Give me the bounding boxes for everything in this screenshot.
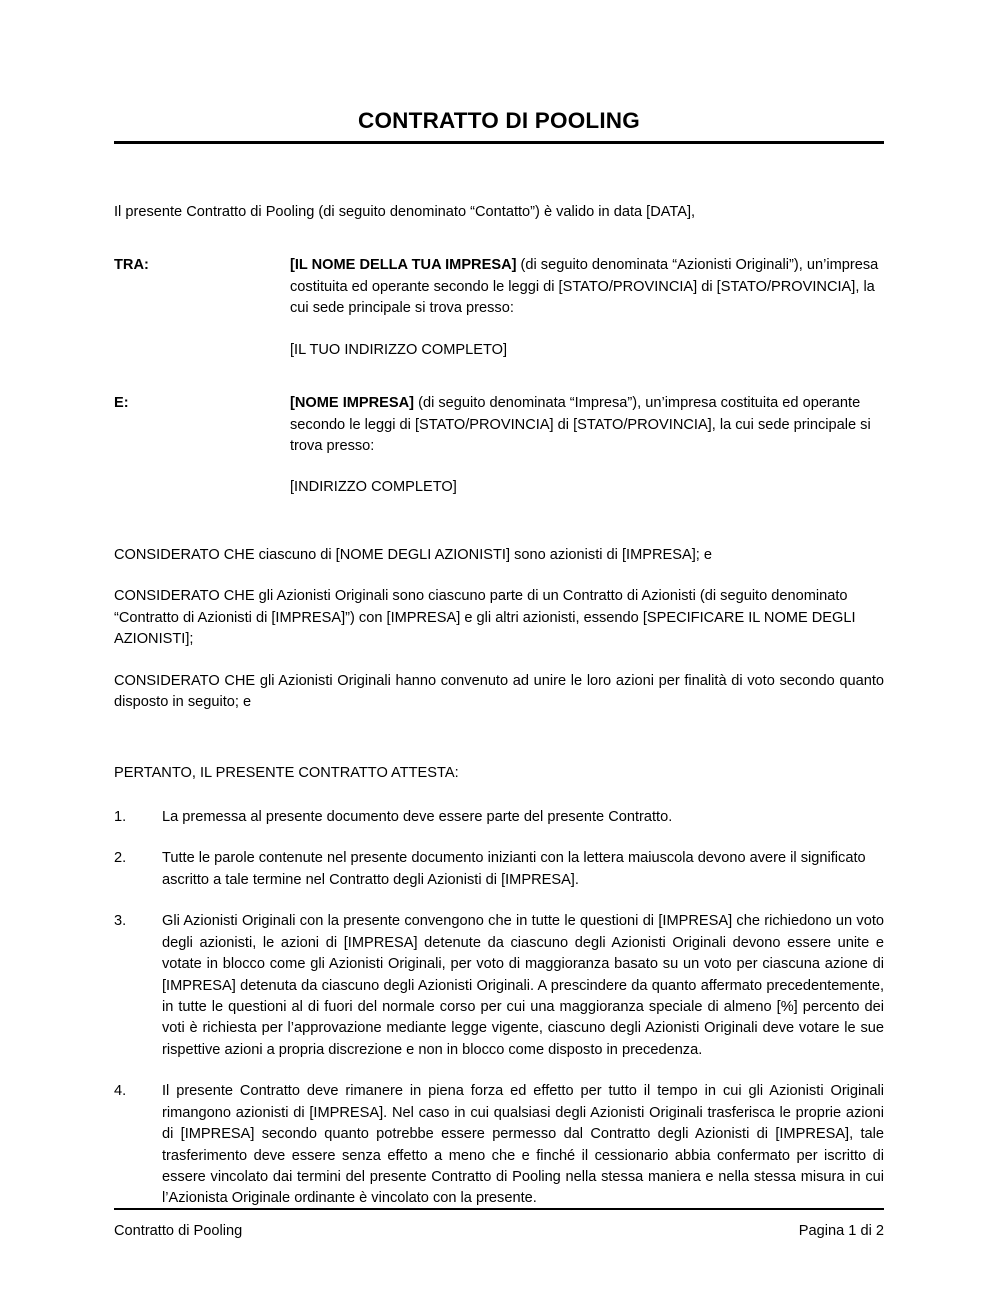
clause-text: Il presente Contratto deve rimanere in piena forza ed effetto per tutto il tempo in cui gli Azionisti Originali rimangono azionisti di [IMPRESA]. Nel caso in cui qualsiasi degli Azionisti Originali trasferisca le proprie azioni di [IMPRESA] secondo quanto potrebbe essere permesso dal Contratto degli Azionisti di [IMPRESA], tale trasferimento deve essere senza effetto a meno che e finché il cessionario abbia confermato per iscritto di essere vincolato dai termini del presente Contratto di Pooling nella stessa maniera e nella stessa misura in cui l’Azionista Originale ordinante è vincolato con la presente. (162, 1083, 884, 1207)
attests-heading: PERTANTO, IL PRESENTE CONTRATTO ATTESTA: (114, 765, 459, 782)
spacer (114, 566, 884, 586)
party-body-e (290, 393, 884, 499)
party-description-e (290, 393, 884, 457)
party-label-tra: TRA: (114, 257, 149, 274)
spacer (114, 651, 884, 671)
party-body-tra (290, 255, 884, 361)
clause-item (114, 1081, 884, 1210)
party-address-e: [INDIRIZZO COMPLETO] (290, 479, 457, 496)
party-block-e (114, 393, 884, 499)
clause-item (114, 848, 884, 891)
spacer (114, 745, 884, 763)
party-detail-tra: (di seguito denominata “Azionisti Originali”), un’impresa costituita ed operante secondo le leggi di [STATO/PROVINCIA] di [STATO/PROVINCIA], la cui sede principale si trova presso: (290, 257, 879, 317)
spacer (114, 828, 884, 848)
clause-item (114, 911, 884, 1061)
footer-document-name: Contratto di Pooling (114, 1223, 243, 1239)
party-label-e: E: (114, 395, 129, 412)
spacer (114, 361, 884, 393)
party-address-tra: [IL TUO INDIRIZZO COMPLETO] (290, 341, 508, 358)
page-footer (114, 1208, 884, 1241)
spacer (114, 531, 884, 545)
clause-text: Tutte le parole contenute nel presente documento inizianti con la lettera maiuscola devono avere il significato ascritto a tale termine nel Contratto degli Azionisti di [IMPRESA]. (162, 850, 866, 888)
spacer (114, 144, 884, 176)
footer-row (114, 1210, 884, 1241)
clause-number: 2. (114, 850, 127, 867)
spacer (114, 176, 884, 202)
party-name-tra: [IL NOME DELLA TUA IMPRESA] (290, 257, 517, 274)
spacer (114, 891, 884, 911)
spacer (114, 785, 884, 807)
party-detail-e: (di seguito denominata “Impresa”), un’impresa costituita ed operante secondo le leggi di [STATO/PROVINCIA] di [STATO/PROVINCIA], la cui sede principale si trova presso: (290, 395, 871, 454)
clause-item (114, 807, 884, 828)
footer-page-number: Pagina 1 di 2 (798, 1223, 884, 1239)
spacer (114, 1061, 884, 1081)
clause-number: 4. (114, 1083, 127, 1100)
recital-2: CONSIDERATO CHE gli Azionisti Originali sono ciascuno parte di un Contratto di Azionisti (di seguito denominato “Contratto di Azionisti di [IMPRESA]”) con [IMPRESA] e gli altri azionisti, essendo [SPECIFICARE IL NOME DEGLI AZIONISTI]; (114, 588, 856, 648)
spacer (114, 713, 884, 745)
clause-text: Gli Azionisti Originali con la presente convengono che in tutte le questioni di [IMPRESA] che richiedono un voto degli azionisti, le azioni di [IMPRESA] detenute da ciascuno degli Azionisti Originali devono essere unite e votate in blocco come gli Azionisti Originali, per voto di maggioranza basato su un voto per ciascuna azione di [IMPRESA] detenuta da ciascuno degli Azionisti Originali. A prescindere da quanto affermato precedentemente, in tutte le questioni al di fuori del normale corso per cui una maggioranza speciale di almeno [%] percento dei voti è richiesta per l’approvazione mediante legge vigente, ciascuno degli Azionisti Originali deve votare le sue rispettive azioni a propria discrezione e non in blocco come disposto in precedenza. (162, 913, 884, 1058)
page-title: CONTRATTO DI POOLING (358, 108, 640, 133)
clause-text: La premessa al presente documento deve essere parte del presente Contratto. (162, 808, 673, 825)
document-body (114, 0, 884, 1210)
spacer (114, 223, 884, 255)
party-description-tra (290, 255, 884, 319)
recital-3: CONSIDERATO CHE gli Azionisti Originali hanno convenuto ad unire le loro azioni per finalità di voto secondo quanto disposto in seguito; e (114, 672, 884, 710)
spacer (114, 499, 884, 531)
clause-number: 3. (114, 913, 127, 930)
clause-number: 1. (114, 808, 127, 825)
intro-paragraph: Il presente Contratto di Pooling (di seguito denominato “Contatto”) è valido in data [DATA], (114, 203, 696, 220)
party-block-tra (114, 255, 884, 361)
party-name-e: [NOME IMPRESA] (290, 395, 415, 412)
recital-1: CONSIDERATO CHE ciascuno di [NOME DEGLI AZIONISTI] sono azionisti di [IMPRESA]; e (114, 546, 712, 563)
